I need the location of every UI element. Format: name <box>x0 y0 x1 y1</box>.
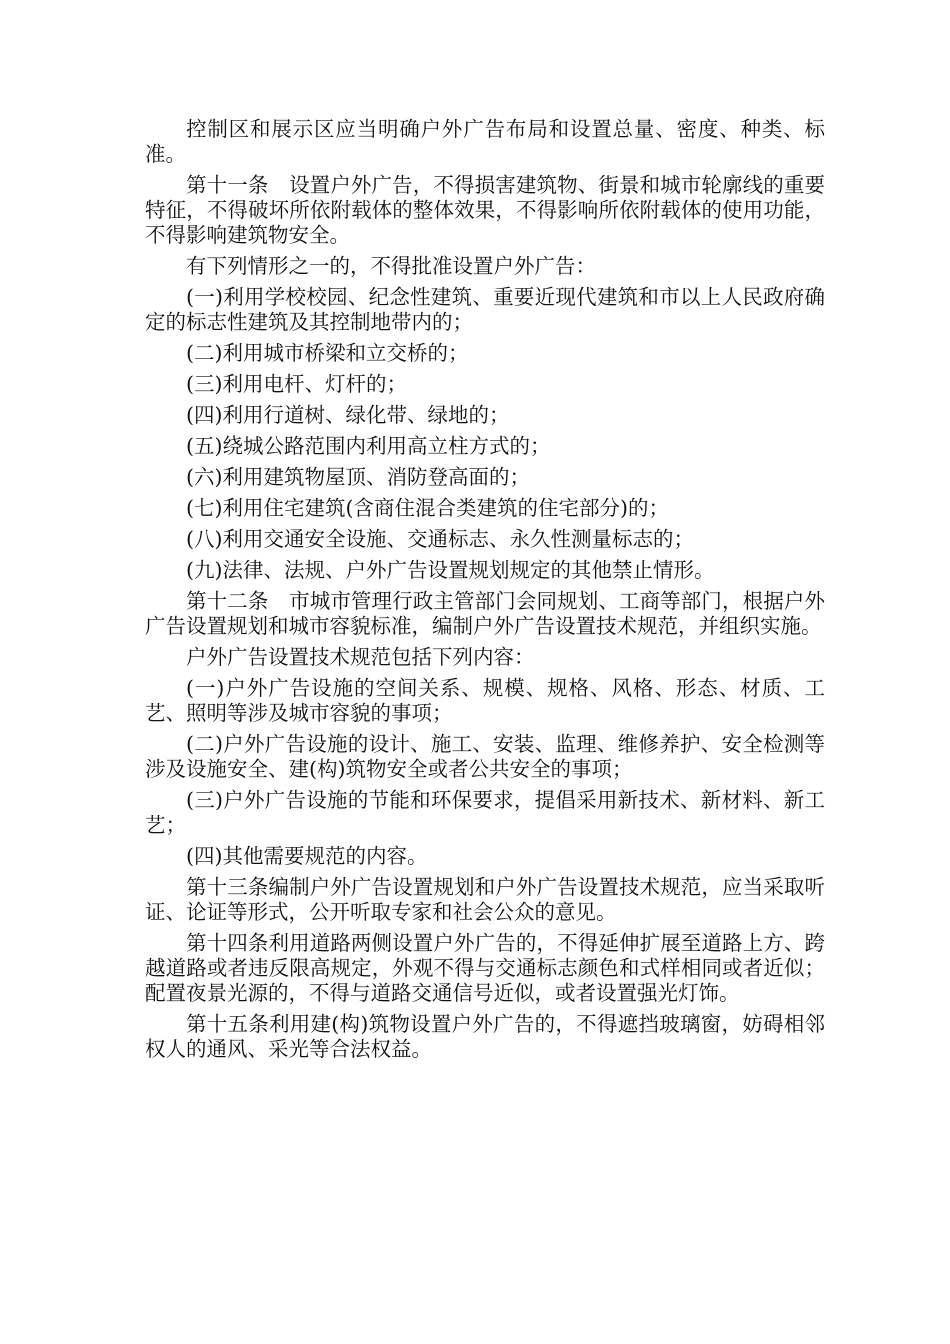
list-item-prohibited-4: (四)利用行道树、绿化带、绿地的； <box>186 403 510 427</box>
paragraph-article-13: 第十三条编制户外广告设置规划和户外广告设置技术规范，应当采取听证、论证等形式，公开听取专家和社会公众的意见。 <box>145 875 825 924</box>
paragraph-article-11: 第十一条 设置户外广告，不得损害建筑物、街景和城市轮廓线的重要特征，不得破坏所依附载体的整体效果，不得影响所依附载体的使用功能，不得影响建筑物安全。 <box>145 173 825 247</box>
list-item-prohibited-6: (六)利用建筑物屋顶、消防登高面的； <box>186 465 530 489</box>
list-item-prohibited-5: (五)绕城公路范围内利用高立柱方式的； <box>186 434 551 458</box>
paragraph-spec-intro: 户外广告设置技术规范包括下列内容： <box>186 645 535 669</box>
document-page <box>145 117 825 1068</box>
list-item-spec-4: (四)其他需要规范的内容。 <box>186 844 428 868</box>
paragraph-article-12: 第十二条 市城市管理行政主管部门会同规划、工商等部门，根据户外广告设置规划和城市容貌标准，编制户外广告设置技术规范，并组织实施。 <box>145 589 825 638</box>
list-item-spec-2: (二)户外广告设施的设计、施工、安装、监理、维修养护、安全检测等涉及设施安全、建(构)筑物安全或者公共安全的事项； <box>145 732 825 781</box>
list-item-prohibited-8: (八)利用交通安全设施、交通标志、永久性测量标志的； <box>186 527 694 551</box>
paragraph-control-zone: 控制区和展示区应当明确户外广告布局和设置总量、密度、种类、标准。 <box>145 117 825 166</box>
list-item-prohibited-9: (九)法律、法规、户外广告设置规划规定的其他禁止情形。 <box>186 558 715 582</box>
paragraph-prohibited-intro: 有下列情形之一的，不得批准设置户外广告： <box>186 254 596 278</box>
paragraph-article-15: 第十五条利用建(构)筑物设置户外广告的，不得遮挡玻璃窗，妨碍相邻权人的通风、采光等合法权益。 <box>145 1012 825 1061</box>
paragraph-article-14: 第十四条利用道路两侧设置户外广告的，不得延伸扩展至道路上方、跨越道路或者违反限高规定，外观不得与交通标志颜色和式样相同或者近似；配置夜景光源的，不得与道路交通信号近似，或者设置强光灯饰。 <box>145 931 825 1005</box>
list-item-prohibited-7: (七)利用住宅建筑(含商住混合类建筑的住宅部分)的； <box>186 496 669 520</box>
list-item-spec-1: (一)户外广告设施的空间关系、规模、规格、风格、形态、材质、工艺、照明等涉及城市容貌的事项； <box>145 676 825 725</box>
list-item-prohibited-2: (二)利用城市桥梁和立交桥的； <box>186 341 469 365</box>
list-item-spec-3: (三)户外广告设施的节能和环保要求，提倡采用新技术、新材料、新工艺； <box>145 788 825 837</box>
list-item-prohibited-1: (一)利用学校校园、纪念性建筑、重要近现代建筑和市以上人民政府确定的标志性建筑及其控制地带内的； <box>145 285 825 334</box>
list-item-prohibited-3: (三)利用电杆、灯杆的； <box>186 372 407 396</box>
